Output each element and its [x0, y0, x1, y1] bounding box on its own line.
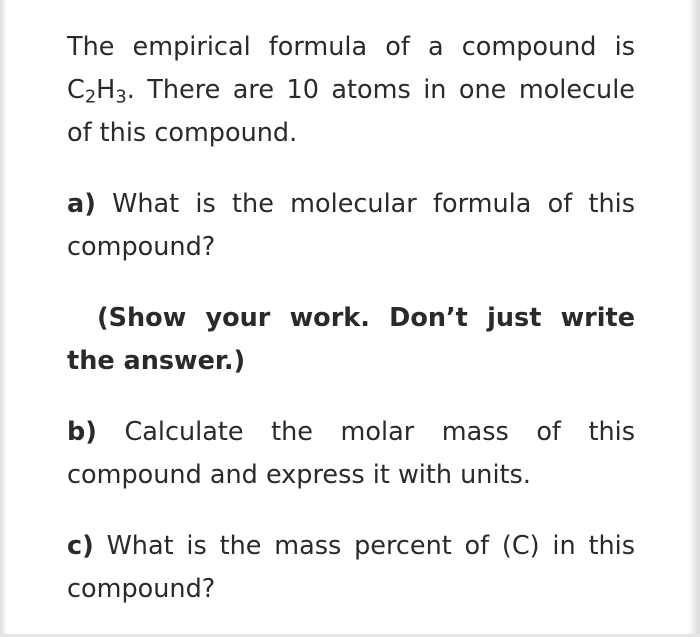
question-a	[67, 183, 635, 269]
question-c-text: What is the mass percent of (C) in this compound?	[67, 531, 636, 604]
question-text-block	[67, 26, 635, 611]
question-c-label: c)	[67, 531, 94, 561]
formula-subscript-2: 3	[115, 86, 127, 108]
intro-text-before: The empirical formula of a compound is	[67, 32, 635, 62]
question-a-label: a)	[67, 189, 96, 219]
question-b-text: Calculate the molar mass of this compound and express it with units.	[67, 417, 635, 490]
formula-subscript-1: 2	[84, 86, 97, 108]
formula-element-1: C	[67, 75, 85, 105]
intro-paragraph	[67, 26, 635, 155]
question-c	[67, 525, 635, 611]
formula-element-2: H	[96, 75, 116, 105]
question-b-label: b)	[67, 417, 97, 447]
question-a-text: What is the molecular formula of this compound?	[67, 189, 635, 262]
page-right-shadow	[688, 0, 700, 637]
page-left-shadow	[0, 0, 7, 637]
empirical-formula	[67, 75, 127, 108]
show-work-note	[67, 297, 635, 383]
intro-text-after: . There are 10 atoms in one molecule of this compound.	[67, 75, 635, 148]
show-work-note-text: (Show your work. Don’t just write the answer.)	[67, 303, 635, 376]
question-b	[67, 411, 635, 497]
